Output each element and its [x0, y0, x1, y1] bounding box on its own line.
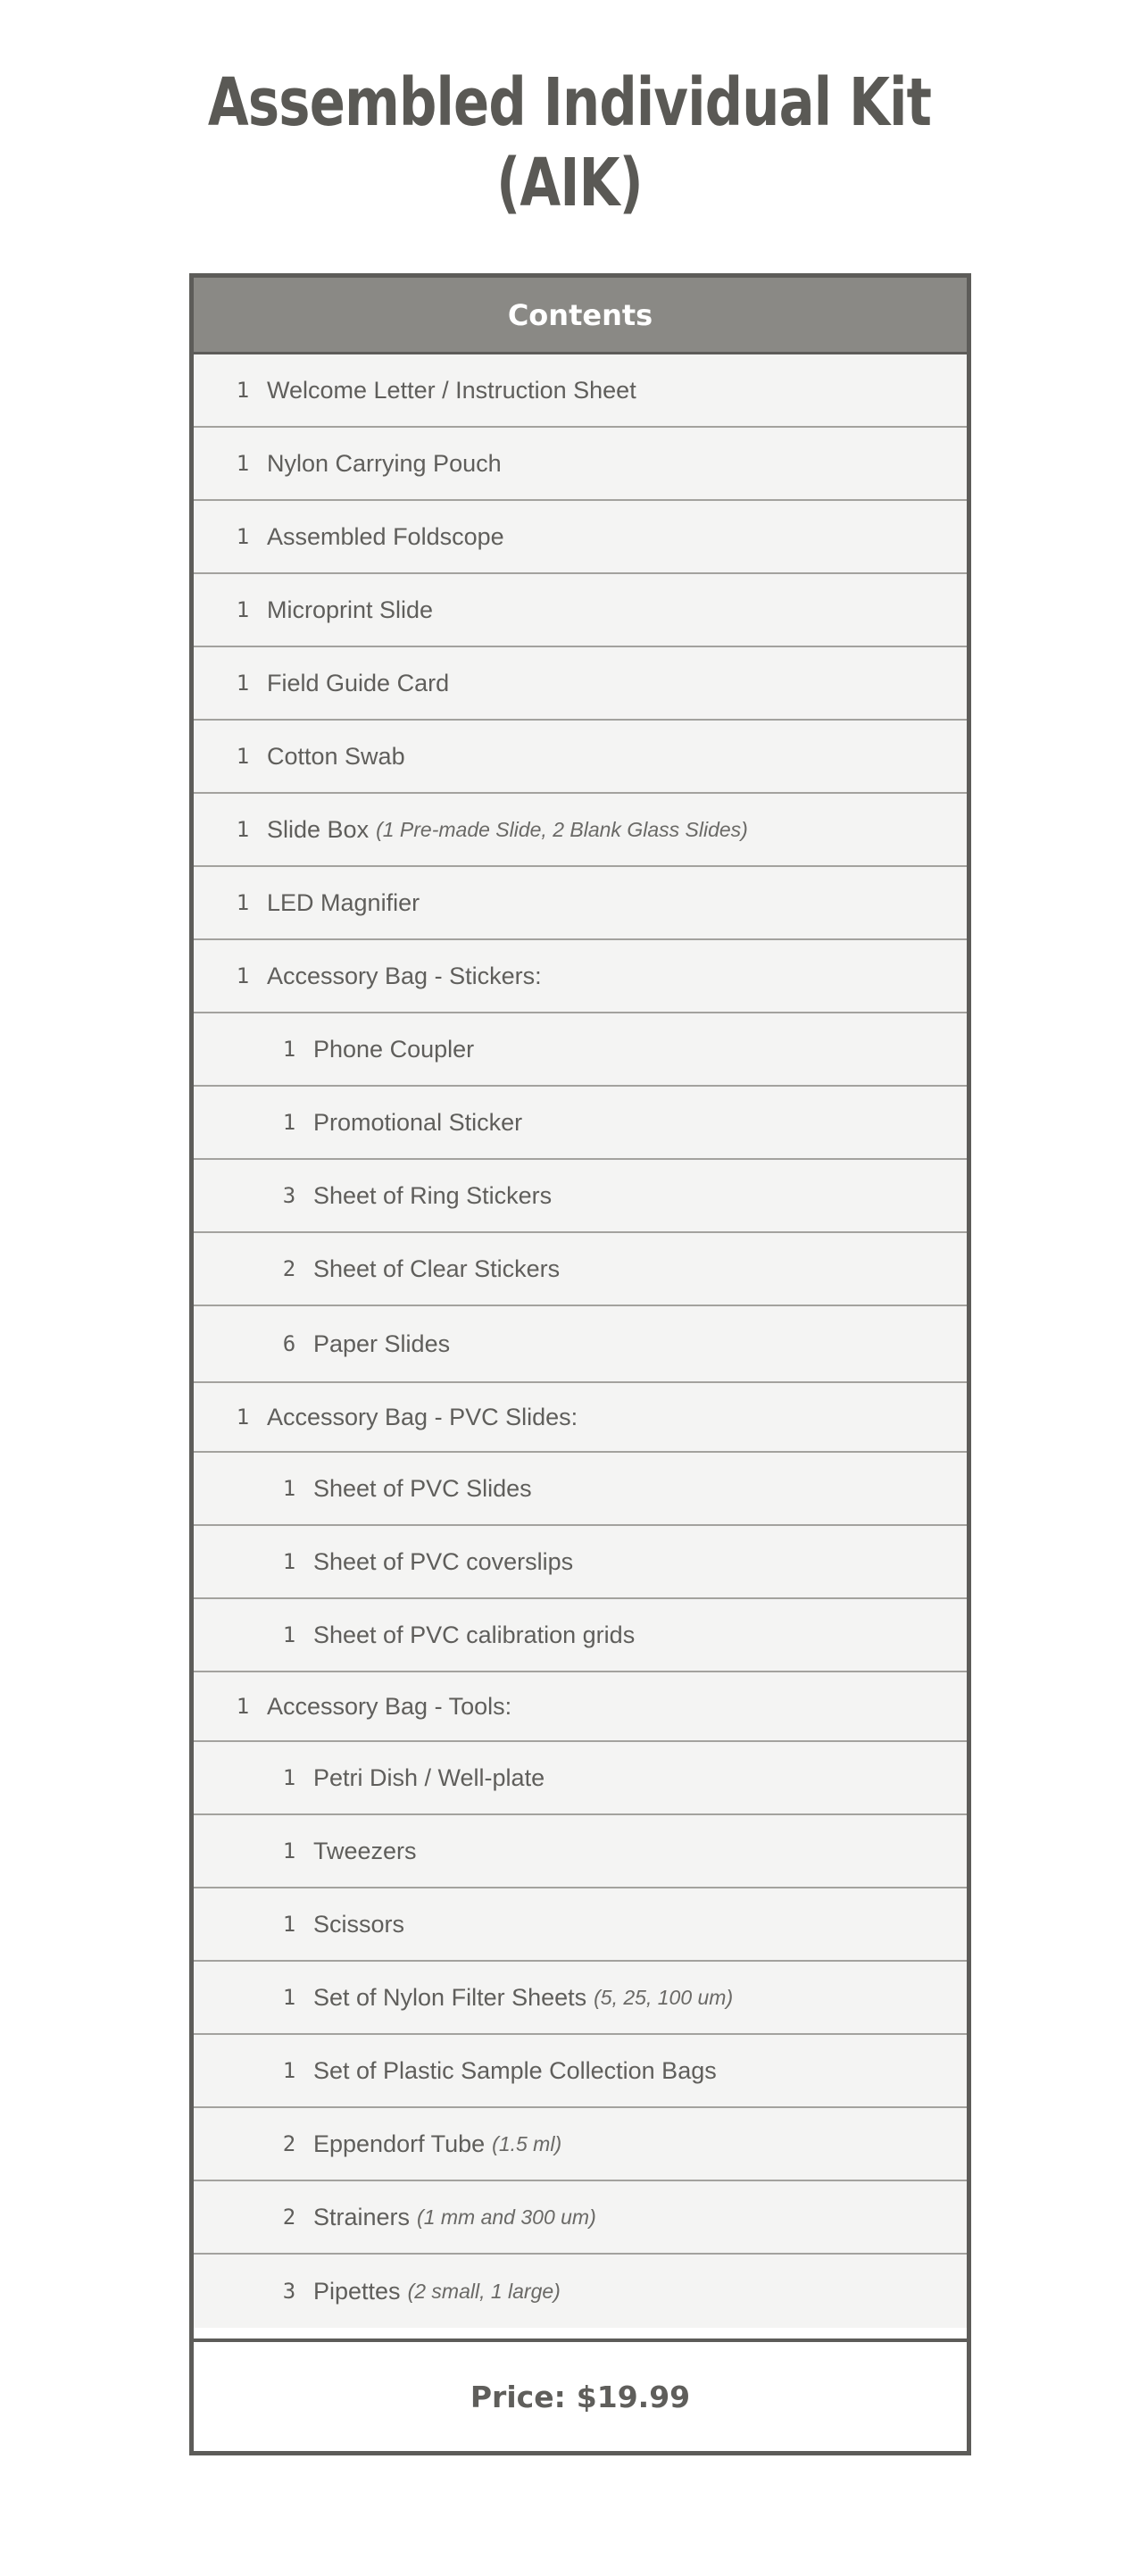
item-quantity: 1: [236, 1405, 250, 1430]
page-title: [114, 63, 1026, 223]
table-row: [194, 794, 967, 867]
table-row: [194, 1962, 967, 2035]
item-note: (2 small, 1 large): [407, 2279, 561, 2303]
item-label: LED Magnifier: [267, 888, 420, 916]
item-quantity: 2: [282, 2131, 296, 2156]
table-row: [194, 647, 967, 721]
item-label: Scissors: [313, 1910, 405, 1938]
item-note: (1 Pre-made Slide, 2 Blank Glass Slides): [376, 817, 748, 841]
contents-table: [189, 273, 971, 2455]
item-label: Cotton Swab: [267, 742, 405, 770]
item-label: Slide Box: [267, 815, 370, 843]
contents-header-label: Contents: [507, 297, 653, 332]
table-row-group-pvc-slides: [194, 1383, 967, 1453]
item-quantity: 1: [236, 890, 250, 915]
price-value: $19.99: [576, 2379, 691, 2414]
item-label: Welcome Letter / Instruction Sheet: [267, 376, 636, 404]
table-row: [194, 2255, 967, 2328]
table-row: [194, 428, 967, 501]
item-label: Eppendorf Tube: [313, 2130, 486, 2157]
item-label: Sheet of Clear Stickers: [313, 1255, 561, 1282]
item-label: Accessory Bag - PVC Slides:: [267, 1403, 578, 1430]
table-row: [194, 1888, 967, 1962]
page-title-line-1: Assembled Individual Kit: [207, 64, 932, 141]
item-quantity: 6: [282, 1331, 296, 1356]
table-row: [194, 1453, 967, 1526]
table-row: [194, 1087, 967, 1160]
item-label: Field Guide Card: [267, 669, 450, 696]
table-row: [194, 721, 967, 794]
item-quantity: 1: [236, 744, 250, 769]
item-quantity: 1: [282, 1110, 296, 1135]
item-label: Set of Nylon Filter Sheets: [313, 1983, 587, 2011]
item-quantity: 1: [282, 1476, 296, 1501]
item-quantity: 1: [236, 1694, 250, 1719]
item-label: Accessory Bag - Stickers:: [267, 962, 542, 989]
table-row: [194, 501, 967, 574]
item-label: Assembled Foldscope: [267, 522, 504, 550]
item-quantity: 1: [282, 1549, 296, 1574]
contents-header: [194, 278, 967, 354]
item-quantity: 1: [236, 378, 250, 403]
item-quantity: 1: [236, 451, 250, 476]
item-label: Sheet of PVC calibration grids: [313, 1621, 636, 1648]
table-row: [194, 1742, 967, 1815]
item-label: Sheet of PVC coverslips: [313, 1547, 574, 1575]
item-quantity: 1: [282, 1037, 296, 1062]
item-label: Petri Dish / Well-plate: [313, 1763, 545, 1791]
page-title-line-2: (AIK): [496, 145, 643, 221]
item-label: Phone Coupler: [313, 1035, 475, 1063]
item-quantity: 2: [282, 2205, 296, 2230]
item-label: Tweezers: [313, 1837, 417, 1864]
item-quantity: 1: [236, 963, 250, 988]
item-label: Nylon Carrying Pouch: [267, 449, 502, 477]
table-row-group-stickers: [194, 940, 967, 1013]
item-label: Pipettes: [313, 2277, 401, 2305]
price-label: Price:: [470, 2379, 566, 2414]
item-label: Promotional Sticker: [313, 1108, 523, 1136]
item-quantity: 1: [282, 1985, 296, 2010]
table-row: [194, 1233, 967, 1306]
item-label: Microprint Slide: [267, 596, 434, 623]
table-row: [194, 1526, 967, 1599]
table-row: [194, 2181, 967, 2255]
item-label: Accessory Bag - Tools:: [267, 1692, 512, 1720]
table-row: [194, 354, 967, 428]
item-quantity: 1: [236, 817, 250, 842]
item-label: Strainers: [313, 2203, 411, 2230]
item-quantity: 1: [282, 1765, 296, 1790]
item-note: (1.5 ml): [492, 2131, 562, 2155]
item-quantity: 1: [282, 1912, 296, 1937]
item-note: (1 mm and 300 um): [417, 2205, 596, 2229]
item-label: Paper Slides: [313, 1330, 451, 1357]
item-quantity: 1: [236, 597, 250, 622]
item-label: Set of Plastic Sample Collection Bags: [313, 2056, 717, 2084]
table-row: [194, 867, 967, 940]
table-row-group-tools: [194, 1672, 967, 1742]
table-row: [194, 1306, 967, 1383]
item-quantity: 3: [282, 2279, 296, 2304]
item-quantity: 1: [282, 1622, 296, 1647]
item-quantity: 1: [282, 2058, 296, 2083]
item-quantity: 3: [282, 1183, 296, 1208]
item-quantity: 1: [282, 1838, 296, 1863]
table-row: [194, 574, 967, 647]
item-label: Sheet of Ring Stickers: [313, 1181, 553, 1209]
item-label: Sheet of PVC Slides: [313, 1474, 532, 1502]
table-row: [194, 1013, 967, 1087]
table-row: [194, 1815, 967, 1888]
table-row: [194, 2108, 967, 2181]
item-quantity: 2: [282, 1256, 296, 1281]
item-quantity: 1: [236, 524, 250, 549]
table-row: [194, 2035, 967, 2108]
price-row: [194, 2338, 967, 2451]
table-row: [194, 1599, 967, 1672]
table-row: [194, 1160, 967, 1233]
item-quantity: 1: [236, 671, 250, 696]
item-note: (5, 25, 100 um): [594, 1985, 734, 2009]
